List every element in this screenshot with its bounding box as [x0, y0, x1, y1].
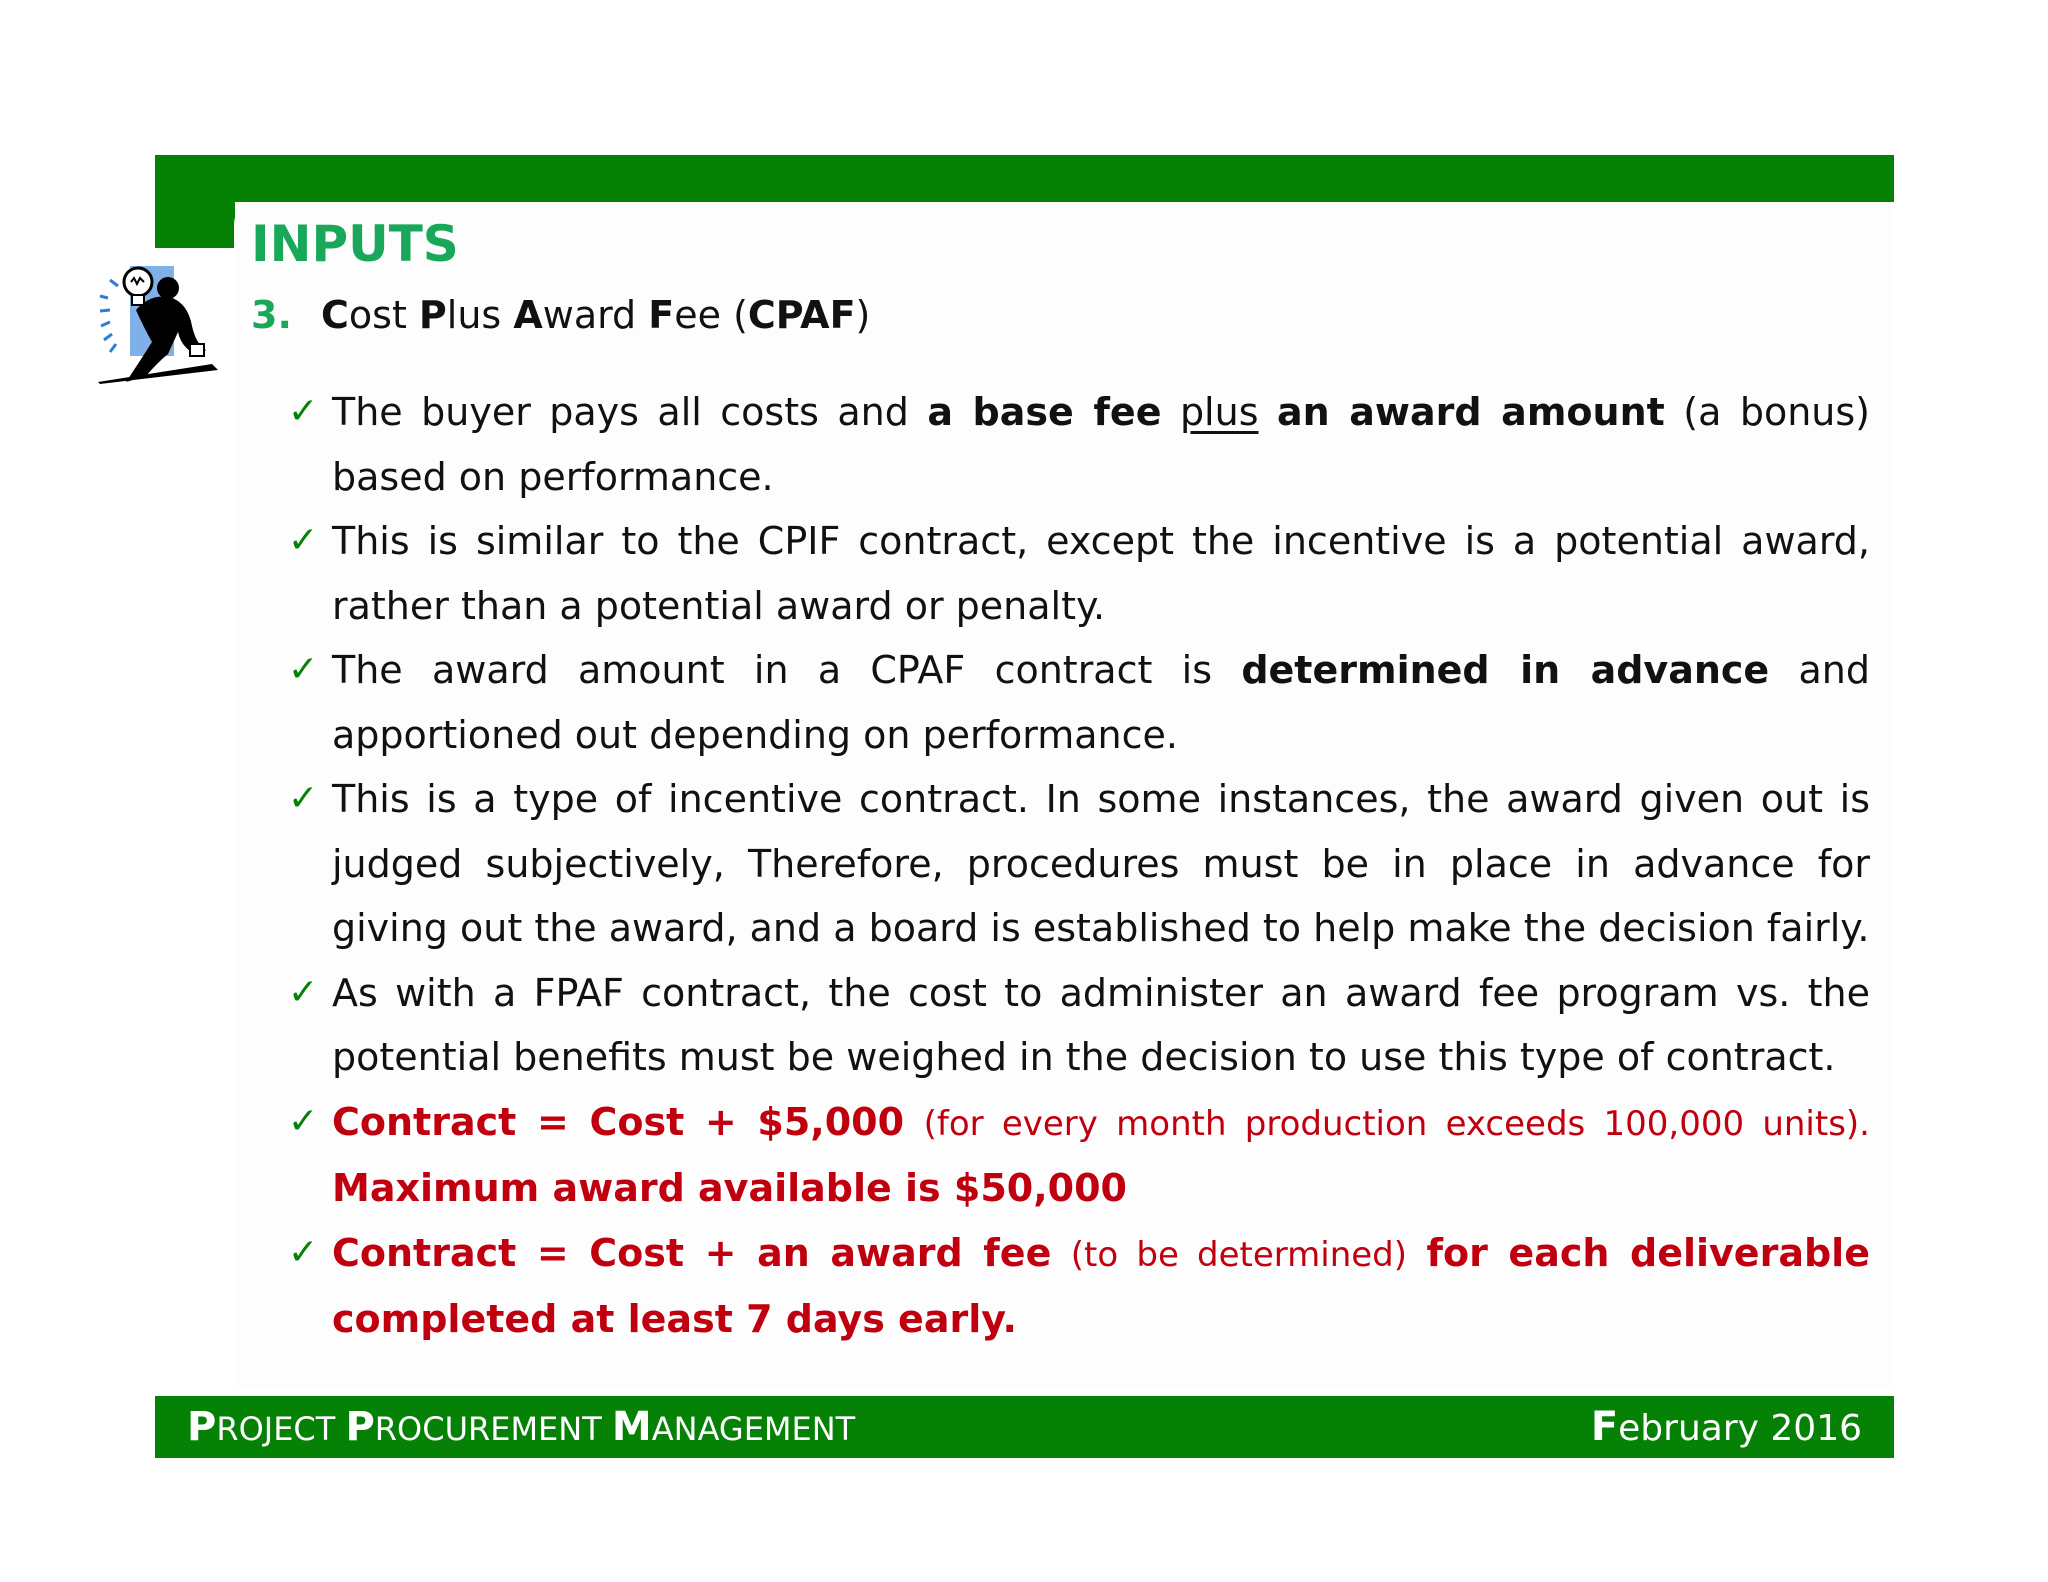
footer-cap: M [611, 1404, 652, 1450]
header-bar [155, 155, 1894, 202]
subtitle-text: ) [855, 293, 871, 337]
bullet-item [288, 638, 1870, 767]
formula-note: (for every month production exceeds 100,000 units). [923, 1103, 1870, 1144]
bullet-item-example-2 [288, 1221, 1870, 1352]
subtitle-initial: P [418, 293, 447, 337]
bullet-text: (a bonus) based on performance. [332, 390, 1870, 499]
bullet-text: The buyer pays all costs and [332, 390, 928, 434]
bullet-text: As with a FPAF contract, the cost to administer an award fee program vs. the potential benefits must be weighed in the decision to use this type of contract. [332, 970, 1870, 1079]
idea-person-icon [96, 258, 220, 384]
bullet-text: The award amount in a CPAF contract is [332, 648, 1242, 692]
subtitle-acronym: CPAF [747, 293, 856, 337]
bullet-text: This is similar to the CPIF contract, except the incentive is a potential award, rather than a potential award or penalty. [332, 519, 1870, 628]
check-icon: ✓ [288, 1100, 319, 1142]
footer-date-text: ebruary 2016 [1618, 1408, 1862, 1449]
footer-bar [155, 1396, 1894, 1458]
subtitle-text: ee ( [674, 293, 748, 337]
bullet-item [288, 509, 1870, 638]
check-icon: ✓ [288, 1231, 319, 1273]
bullet-underline: plus [1179, 390, 1259, 434]
subtitle-initial: F [648, 293, 675, 337]
bullet-text: and apportioned out depending on performance. [332, 648, 1870, 757]
subtitle-number: 3. [251, 293, 292, 337]
header-tab [155, 155, 235, 248]
footer-word: ANAGEMENT [651, 1410, 856, 1448]
footer-cap: F [1590, 1404, 1619, 1450]
slide-title: INPUTS [251, 215, 459, 273]
formula-text: for each deliverable completed at least 7 days early. [332, 1230, 1870, 1341]
bullet-item-example-1 [288, 1090, 1870, 1221]
check-icon: ✓ [288, 778, 319, 819]
formula-text: Maximum award available is $50,000 [332, 1166, 1127, 1210]
subtitle-text: ward [542, 293, 649, 337]
bullet-emphasis: determined in advance [1241, 648, 1770, 692]
subtitle-text: lus [446, 293, 514, 337]
bullet-emphasis: a base fee [927, 390, 1162, 434]
bullet-item [288, 767, 1870, 961]
formula-text: Contract = Cost + an award fee [332, 1230, 1052, 1275]
check-icon: ✓ [288, 971, 319, 1013]
bullet-item [288, 961, 1870, 1090]
check-icon: ✓ [288, 520, 319, 561]
footer-title [187, 1406, 855, 1450]
bullet-list [288, 380, 1870, 1352]
formula-text: Contract = Cost + $5,000 [332, 1099, 905, 1144]
subtitle-text: ost [348, 293, 419, 337]
check-icon: ✓ [288, 391, 319, 432]
footer-word: ROJECT [216, 1410, 346, 1448]
bullet-emphasis: an award amount [1276, 390, 1665, 434]
footer-date [1591, 1406, 1862, 1450]
slide-subtitle [251, 290, 870, 340]
footer-cap: P [345, 1404, 375, 1450]
bullet-item [288, 380, 1870, 509]
bullet-text: This is a type of incentive contract. In some instances, the award given out is judged subjectively, Therefore, procedures must be in place in advance for giving out the award, and a board is established to help make the decision fairly. [332, 777, 1870, 950]
subtitle-initial: A [513, 293, 543, 337]
formula-note: (to be determined) [1070, 1234, 1408, 1275]
footer-cap: P [187, 1404, 217, 1450]
subtitle-initial: C [321, 293, 349, 337]
footer-word: ROCUREMENT [374, 1410, 612, 1448]
check-icon: ✓ [288, 649, 319, 690]
